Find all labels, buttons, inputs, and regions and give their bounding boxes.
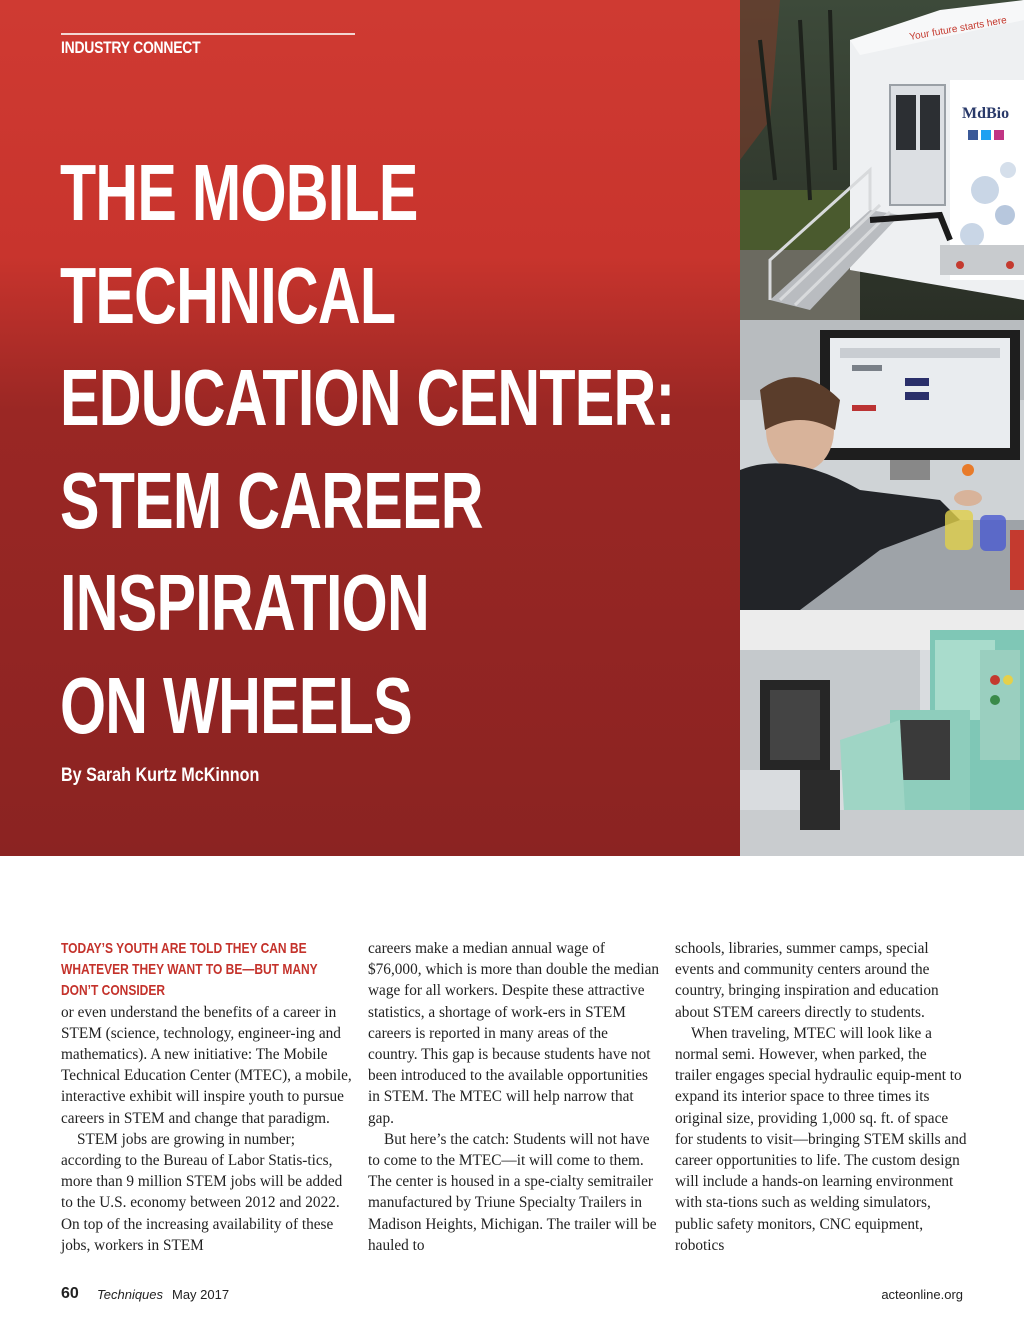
paragraph: or even understand the benefits of a career in STEM (science, technology, engineer-ing and mathematics). A new initiative: The Mobile Technical Education Center (MTEC), a mobile, interactive exhibit will inspire youth to pursue careers in STEM and change that paradigm.	[61, 1003, 352, 1127]
lede-text: TODAY’S YOUTH ARE TOLD THEY CAN BE WHATEVER THEY WANT TO BE—BUT MANY DON’T CONSIDER	[61, 940, 318, 1000]
hero-banner	[0, 0, 740, 856]
article-title	[60, 142, 674, 757]
title-line: EDUCATION CENTER:	[60, 353, 675, 442]
lab-photo	[740, 320, 1024, 610]
paragraph: careers make a median annual wage of $76,000, which is more than double the median wage for all workers. Despite these attractive statistics, a shortage of work-ers in STEM careers is reported in many areas of the country. This gap is because students have not been introduced to the available opportunities in STEM. The MTEC will help narrow that gap.	[368, 940, 660, 1127]
magazine-name: Techniques	[97, 1287, 164, 1302]
title-line: STEM CAREER	[60, 455, 483, 545]
title-line: THE MOBILE	[60, 148, 418, 237]
paragraph: STEM jobs are growing in number; according to the Bureau of Labor Statis-tics, more than 9 million STEM jobs will be added to the U.S. economy between 2012 and 2022. On top of the increasing availability of these jobs, workers in STEM	[61, 1130, 343, 1254]
cnc-photo	[740, 610, 1024, 856]
paragraph: But here’s the catch: Students will not have to come to the MTEC—it will come to them. The center is housed in a spe-cialty semitrailer manufactured by Triune Specialty Trailers in Madison Heights, Michigan. The trailer will be hauled to	[368, 1130, 657, 1254]
title-line: INSPIRATION	[60, 558, 430, 647]
trailer-photo	[740, 0, 1024, 320]
article-column-3	[675, 938, 967, 1256]
paragraph: schools, libraries, summer camps, special events and community centers around the country, bringing inspiration and education about STEM careers directly to students.	[675, 940, 939, 1021]
website-link[interactable]: acteonline.org	[881, 1287, 963, 1302]
issue-date: May 2017	[172, 1287, 230, 1302]
trailer-banner: Your future starts here	[908, 15, 1008, 43]
kicker-rule	[61, 33, 355, 35]
article-column-2	[368, 938, 660, 1256]
trailer-logo: MdBio	[962, 105, 1010, 122]
title-line: ON WHEELS	[60, 660, 412, 750]
paragraph: When traveling, MTEC will look like a normal semi. However, when parked, the trailer engages special hydraulic equip-ment to expand its interior space to three times its original size, providing 1,000 sq. ft. of space for students to visit—bringing STEM skills and career opportunities to life. The custom design will include a hands-on learning environment with sta-tions such as welding simulators, public safety monitors, CNC equipment, robotics	[675, 1024, 967, 1254]
title-line: TECHNICAL	[60, 250, 396, 340]
section-kicker: INDUSTRY CONNECT	[61, 38, 201, 57]
page-number: 60	[61, 1285, 79, 1302]
byline: By Sarah Kurtz McKinnon	[61, 765, 260, 786]
article-column-1	[61, 938, 353, 1256]
